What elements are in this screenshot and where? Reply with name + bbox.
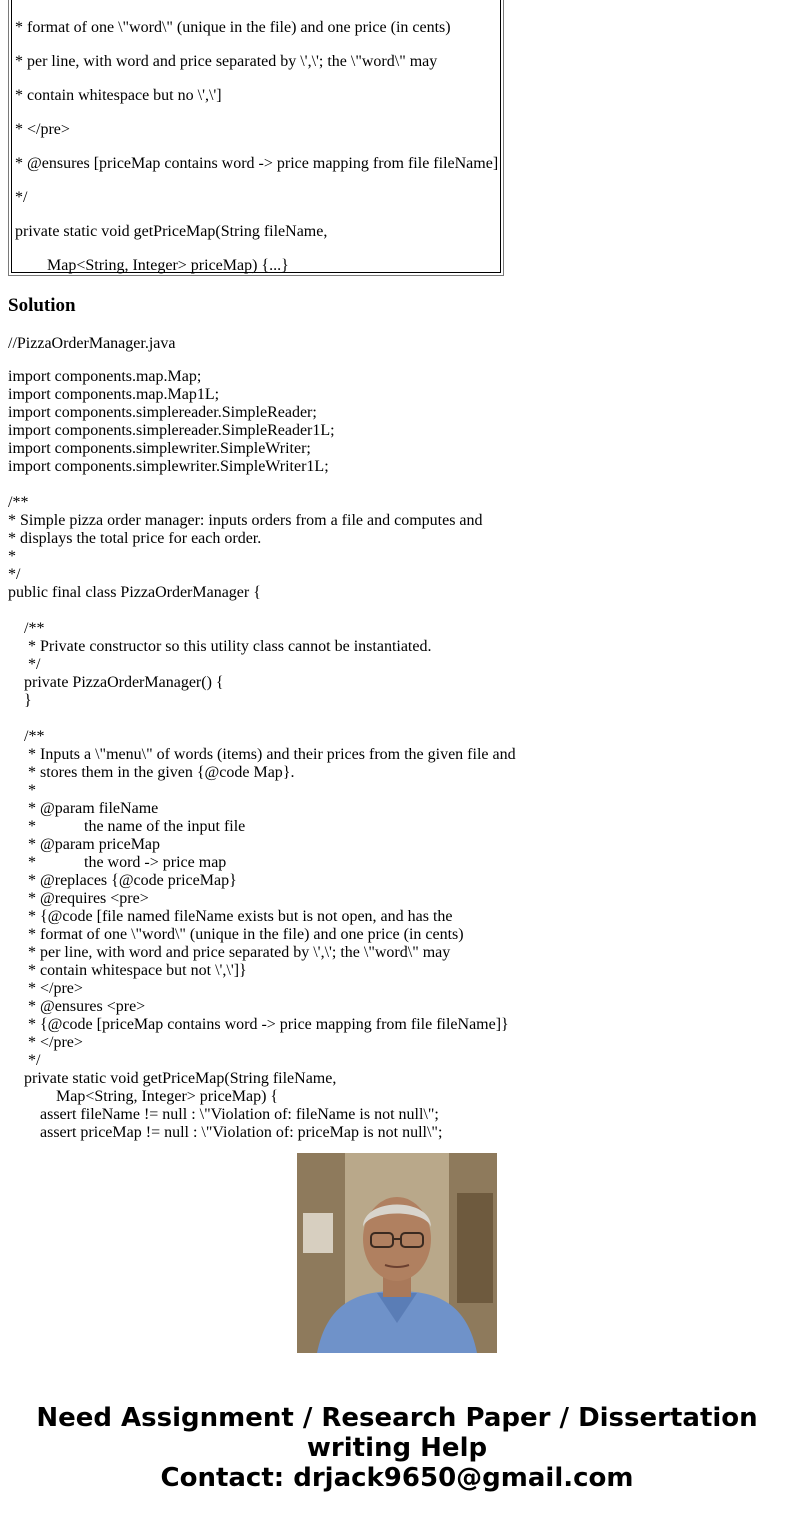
code-line: import components.simplewriter.SimpleWriter; bbox=[8, 440, 311, 457]
code-line: import components.map.Map1L; bbox=[8, 386, 220, 403]
code-line: * @requires <pre> bbox=[8, 890, 149, 907]
code-line: * the name of the input file bbox=[8, 818, 246, 835]
code-line: */ bbox=[8, 566, 21, 583]
file-name-comment: //PizzaOrderManager.java bbox=[8, 335, 176, 352]
code-table bbox=[8, 0, 504, 276]
code-line: * </pre> bbox=[8, 1034, 83, 1051]
code-line bbox=[8, 602, 788, 620]
code-table-line: * format of one \"word\" (unique in the file) and one price (in cents) bbox=[15, 19, 451, 36]
code-line bbox=[8, 710, 788, 728]
code-line: private static void getPriceMap(String fileName, bbox=[8, 1070, 337, 1087]
code-line: import components.simplereader.SimpleReader1L; bbox=[8, 422, 335, 439]
solution-code bbox=[8, 368, 788, 1141]
code-line: * {@code [file named fileName exists but is not open, and has the bbox=[8, 908, 453, 925]
code-line: } bbox=[8, 692, 32, 709]
code-line: * bbox=[8, 548, 16, 565]
code-line: * stores them in the given {@code Map}. bbox=[8, 764, 295, 781]
code-line: * @replaces {@code priceMap} bbox=[8, 872, 237, 889]
code-line: public final class PizzaOrderManager { bbox=[8, 584, 261, 601]
code-table-line: Map<String, Integer> priceMap) {...} bbox=[15, 257, 289, 274]
promo-line-2: writing Help bbox=[306, 1433, 488, 1463]
code-line bbox=[8, 476, 788, 494]
code-table-cell bbox=[11, 0, 501, 273]
code-line: * format of one \"word\" (unique in the file) and one price (in cents) bbox=[8, 926, 464, 943]
code-line: Map<String, Integer> priceMap) { bbox=[8, 1088, 279, 1105]
code-line: private PizzaOrderManager() { bbox=[8, 674, 224, 691]
code-line: * Private constructor so this utility class cannot be instantiated. bbox=[8, 638, 432, 655]
solution-heading: Solution bbox=[8, 295, 76, 316]
promo-banner bbox=[0, 1403, 794, 1493]
code-line: * displays the total price for each order. bbox=[8, 530, 262, 547]
code-line: import components.simplereader.SimpleReader; bbox=[8, 404, 317, 421]
code-line: import components.simplewriter.SimpleWriter1L; bbox=[8, 458, 329, 475]
code-table-line: * per line, with word and price separated by \',\'; the \"word\" may bbox=[15, 53, 438, 70]
code-line: * {@code [priceMap contains word -> price mapping from file fileName]} bbox=[8, 1016, 509, 1033]
code-line: * bbox=[8, 782, 36, 799]
code-line: * @ensures <pre> bbox=[8, 998, 146, 1015]
code-line: * Inputs a \"menu\" of words (items) and their prices from the given file and bbox=[8, 746, 516, 763]
code-line: assert priceMap != null : \"Violation of: priceMap is not null\"; bbox=[8, 1124, 443, 1141]
code-line: import components.map.Map; bbox=[8, 368, 202, 385]
code-table-line: * contain whitespace but no \',\'] bbox=[15, 87, 222, 104]
code-line: * contain whitespace but not \',\']} bbox=[8, 962, 247, 979]
code-table-line: * </pre> bbox=[15, 121, 70, 138]
code-line: /** bbox=[8, 620, 45, 637]
code-line: * per line, with word and price separated by \',\'; the \"word\" may bbox=[8, 944, 451, 961]
code-line: /** bbox=[8, 728, 45, 745]
promo-line-1: Need Assignment / Research Paper / Dissertation bbox=[36, 1403, 758, 1433]
code-line: assert fileName != null : \"Violation of: fileName is not null\"; bbox=[8, 1106, 439, 1123]
code-line: * Simple pizza order manager: inputs orders from a file and computes and bbox=[8, 512, 483, 529]
code-table-line: * @ensures [priceMap contains word -> price mapping from file fileName] bbox=[15, 155, 499, 172]
code-line: * @param priceMap bbox=[8, 836, 161, 853]
code-line: /** bbox=[8, 494, 29, 511]
code-table-line: */ bbox=[15, 189, 28, 206]
code-table-line: private static void getPriceMap(String fileName, bbox=[15, 223, 328, 240]
code-line: * the word -> price map bbox=[8, 854, 227, 871]
code-line: * </pre> bbox=[8, 980, 83, 997]
code-line: * @param fileName bbox=[8, 800, 159, 817]
author-avatar bbox=[297, 1153, 497, 1353]
promo-line-3: Contact: drjack9650@gmail.com bbox=[160, 1463, 634, 1493]
code-line: */ bbox=[8, 656, 41, 673]
code-line: */ bbox=[8, 1052, 41, 1069]
